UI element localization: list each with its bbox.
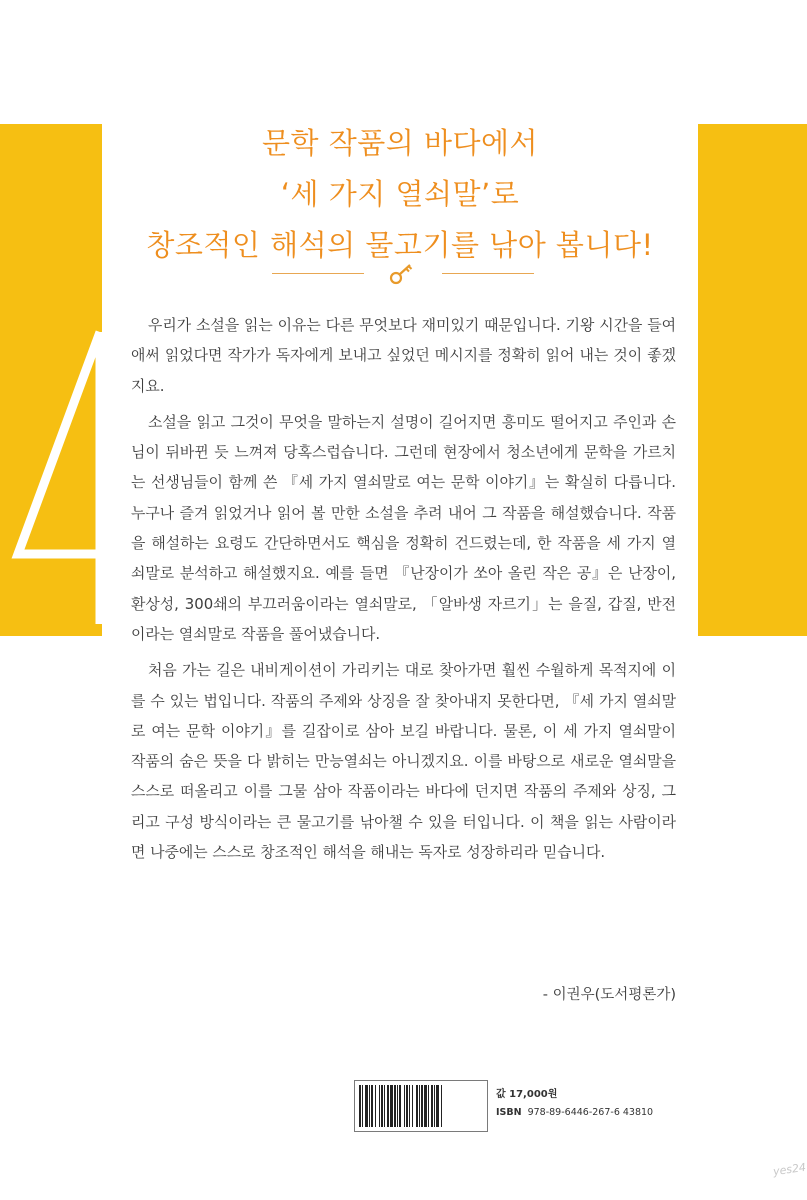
divider-rule-left	[272, 273, 364, 274]
left-accent-band	[0, 124, 102, 636]
right-accent-band	[698, 124, 807, 636]
barcode	[354, 1080, 488, 1132]
body-text	[131, 310, 676, 873]
body-paragraph-3: 처음 가는 길은 내비게이션이 가리키는 대로 찾아가면 훨씬 수월하게 목적지에 이를 수 있는 법입니다. 작품의 주제와 상징을 잘 찾아내지 못한다면, 『세 가지 열쇠말로 여는 문학 이야기』를 길잡이로 삼아 보길 바랍니다. 물론, 이 세 가지 열쇠말이 작품의 숨은 뜻을 다 밝히는 만능열쇠는 아니겠지요. 이를 바탕으로 새로운 열쇠말을 스스로 떠올리고 이를 그물 삼아 작품이라는 바다에 던지면 작품의 주제와 상징, 그리고 구성 방식이라는 큰 물고기를 낚아챌 수 있을 터입니다. 이 책을 읽는 사람이라면 나중에는 스스로 창조적인 해석을 해내는 독자로 성장하리라 믿습니다.	[131, 661, 676, 862]
body-paragraph-2: 소설을 읽고 그것이 무엇을 말하는지 설명이 길어지면 흥미도 떨어지고 주인과 손님이 뒤바뀐 듯 느껴져 당혹스럽습니다. 그런데 현장에서 청소년에게 문학을 가르치는 선생님들이 함께 쓴 『세 가지 열쇠말로 여는 문학 이야기』는 확실히 다릅니다. 누구나 즐겨 읽었거나 읽어 볼 만한 소설을 추려 내어 그 작품을 해설했습니다. 작품을 해설하는 요령도 간단하면서도 핵심을 정확히 건드렸는데, 한 작품을 세 가지 열쇠말로 분석하고 해설했지요. 예를 들면 『난장이가 쏘아 올린 작은 공』은 난장이, 환상성, 300쇄의 부끄러움이라는 열쇠말로, 「알바생 자르기」는 을질, 갑질, 반전이라는 열쇠말로 작품을 풀어냈습니다.	[131, 412, 676, 643]
headline	[102, 118, 698, 271]
isbn-line	[496, 1107, 653, 1118]
key-divider	[272, 262, 534, 286]
isbn-number: 978-89-6446-267-6 43810	[527, 1107, 654, 1118]
price-label: 값 17,000원	[496, 1089, 558, 1100]
body-paragraph-1: 우리가 소설을 읽는 이유는 다른 무엇보다 재미있기 때문입니다. 기왕 시간을 들여 애써 읽었다면 작가가 독자에게 보내고 싶었던 메시지를 정확히 읽어 내는 것이 좋겠지요.	[131, 316, 676, 395]
headline-line-3: 창조적인 해석의 물고기를 낚아 봅니다!	[146, 228, 654, 262]
headline-line-1: 문학 작품의 바다에서	[261, 126, 539, 160]
key-icon	[387, 262, 419, 286]
barcode-area	[354, 1080, 654, 1132]
divider-rule-right	[442, 273, 534, 274]
isbn-label: ISBN	[496, 1107, 522, 1118]
watermark: yes24	[772, 1160, 807, 1179]
big-numeral-four	[0, 324, 102, 624]
reviewer-signature: - 이권우(도서평론가)	[542, 987, 676, 1003]
headline-line-2: ‘세 가지 열쇠말’로	[280, 177, 520, 211]
